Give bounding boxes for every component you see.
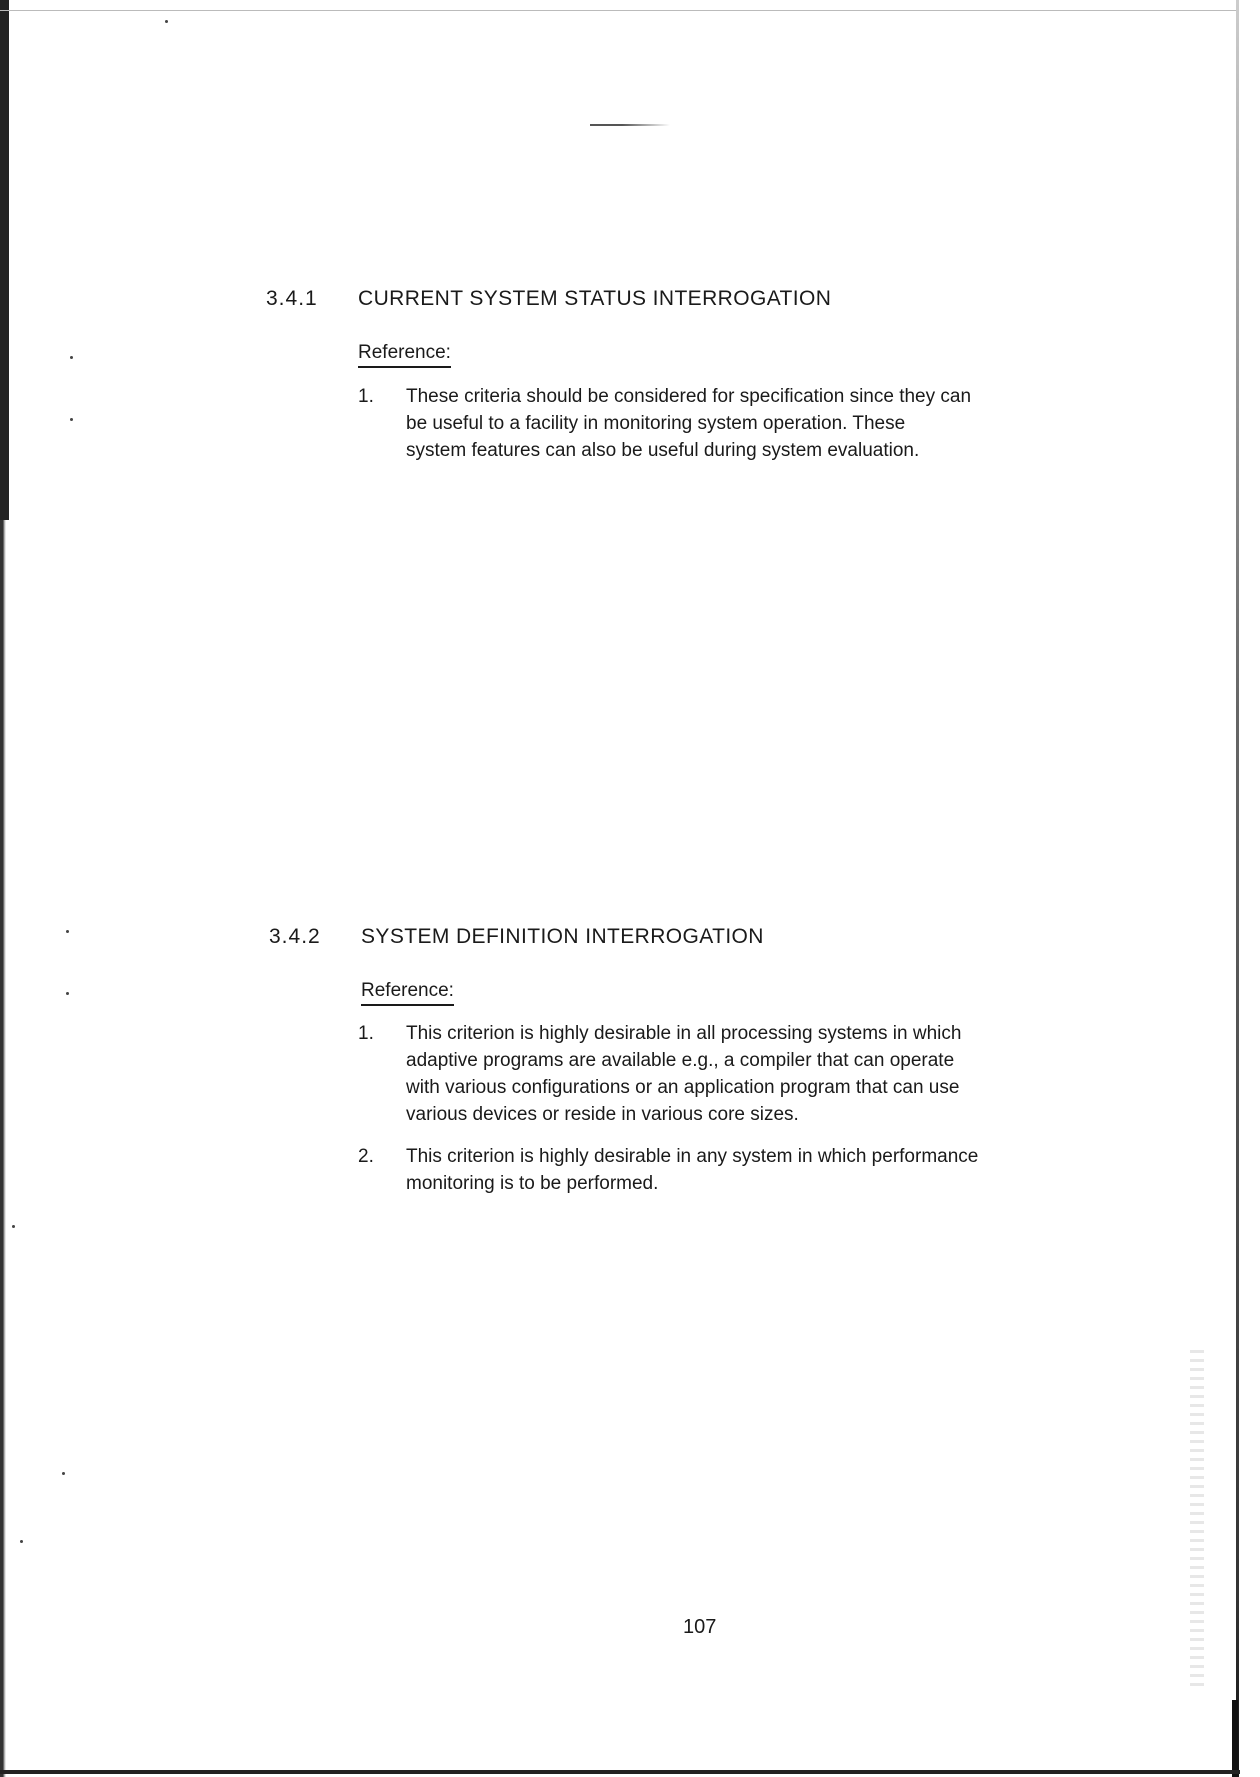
scan-dash-mark	[590, 124, 670, 126]
scan-speck	[70, 418, 73, 421]
scan-bottom-edge	[0, 1770, 1240, 1774]
text-line: be useful to a facility in monitoring system operation. These	[406, 413, 906, 434]
reference-label: Reference:	[361, 980, 454, 1006]
list-item-text	[406, 383, 971, 464]
page-number: 107	[683, 1616, 717, 1638]
scan-speck	[165, 20, 168, 23]
scan-speck	[66, 930, 69, 933]
text-line: These criteria should be considered for specification since they can	[406, 386, 972, 407]
section-title: SYSTEM DEFINITION INTERROGATION	[361, 925, 764, 948]
scan-right-edge	[1236, 0, 1239, 1777]
list-item	[358, 1020, 1128, 1128]
scan-speck	[66, 992, 69, 995]
scan-margin-noise	[1190, 1350, 1204, 1690]
list-item-text	[406, 1020, 961, 1128]
list-item-number: 2.	[358, 1146, 374, 1167]
section-number: 3.4.2	[269, 925, 321, 948]
scan-speck	[62, 1472, 65, 1475]
list-item-number: 1.	[358, 1023, 374, 1044]
scan-corner-shadow	[1232, 1700, 1238, 1777]
scan-binding-shadow	[0, 0, 9, 520]
list-item	[358, 383, 1118, 464]
text-line: various devices or reside in various core sizes.	[406, 1104, 799, 1125]
text-line: This criterion is highly desirable in all processing systems in which	[406, 1023, 962, 1044]
scan-speck	[12, 1225, 15, 1228]
text-line: system features can also be useful during system evaluation.	[406, 440, 920, 461]
text-line: with various configurations or an application program that can use	[406, 1077, 960, 1098]
scan-speck	[70, 356, 73, 359]
list-item-text	[406, 1143, 978, 1197]
text-line: monitoring is to be performed.	[406, 1173, 659, 1194]
text-line: This criterion is highly desirable in any system in which performance	[406, 1146, 979, 1167]
text-line: adaptive programs are available e.g., a compiler that can operate	[406, 1050, 955, 1071]
section-title: CURRENT SYSTEM STATUS INTERROGATION	[358, 287, 832, 310]
scan-top-edge	[0, 10, 1236, 11]
list-item-number: 1.	[358, 386, 374, 407]
section-number: 3.4.1	[266, 287, 318, 310]
list-item	[358, 1143, 1138, 1197]
scan-speck	[20, 1540, 23, 1543]
reference-label: Reference:	[358, 342, 451, 368]
